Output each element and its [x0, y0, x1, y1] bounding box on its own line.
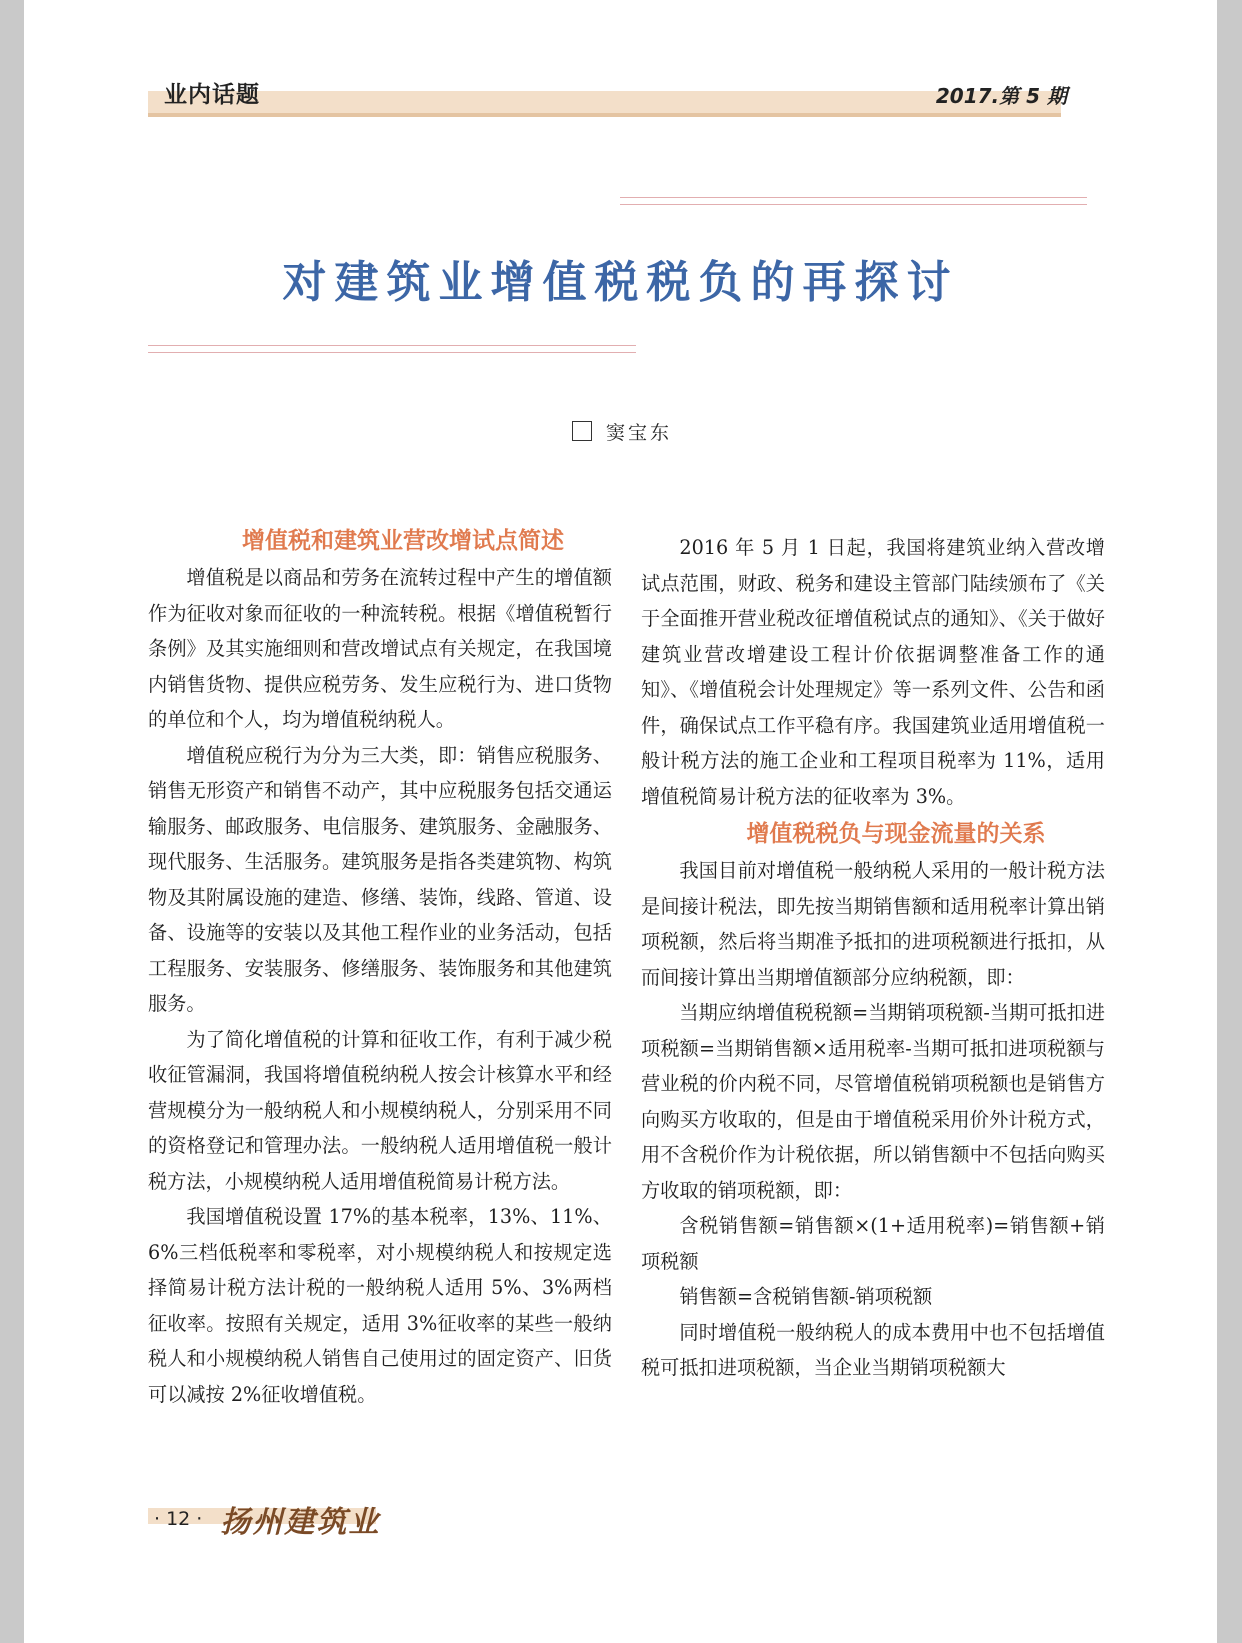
footer — [148, 1497, 380, 1541]
author-name: 窦宝东 — [606, 421, 673, 444]
paragraph: 增值税是以商品和劳务在流转过程中产生的增值额作为征收对象而征收的一种流转税。根据《增值税暂行条例》及其实施细则和营改增试点有关规定，在我国境内销售货物、提供应税劳务、发生应税行为、进口货物的单位和个人，均为增值税纳税人。 — [148, 566, 612, 731]
header-rule — [148, 113, 1061, 117]
paragraph: 2016 年 5 月 1 日起，我国将建筑业纳入营改增试点范围，财政、税务和建设主管部门陆续颁布了《关于全面推开营业税改征增值税试点的通知》、《关于做好建筑业营改增建设工程计价依据调整准备工作的通知》、《增值税会计处理规定》等一系列文件、公告和函件，确保试点工作平稳有序。我国建筑业适用增值税一般计税方法的施工企业和工程项目税率为 11%，适用增值税简易计税方法的征收率为 3%。 — [641, 536, 1105, 808]
section-heading-2: 增值税税负与现金流量的关系 — [746, 821, 1046, 847]
paragraph: 同时增值税一般纳税人的成本费用中也不包括增值税可抵扣进项税额，当企业当期销项税额大 — [641, 1320, 1105, 1379]
title-divider-bottom — [148, 345, 636, 353]
formula-line: 含税销售额=销售额×(1+适用税率)=销售额+销项税额 — [641, 1214, 1105, 1273]
author-box-icon — [572, 421, 592, 441]
section-label: 业内话题 — [164, 82, 260, 108]
title-divider-top — [620, 197, 1087, 205]
article-title: 对建筑业增值税税负的再探讨 — [282, 257, 959, 308]
paragraph: 当期应纳增值税税额=当期销项税额-当期可抵扣进项税额=当期销售额×适用税率-当期可抵扣进项税额与营业税的价内税不同，尽管增值税销项税额也是销售方向购买方收取的，但是由于增值税采用价外计税方式，用不含税价作为计税依据，所以销售额中不包括向购买方收取的销项税额，即： — [641, 1001, 1105, 1202]
header-band — [148, 91, 1061, 115]
page-number: · 12 · — [154, 1508, 203, 1530]
section-heading-1: 增值税和建筑业营改增试点简述 — [242, 528, 564, 554]
paragraph: 增值税应税行为分为三大类，即：销售应税服务、销售无形资产和销售不动产，其中应税服务包括交通运输服务、邮政服务、电信服务、建筑服务、金融服务、现代服务、生活服务。建筑服务是指各类建筑物、构筑物及其附属设施的建造、修缮、装饰，线路、管道、设备、设施等的安装以及其他工程作业的业务活动，包括工程服务、安装服务、修缮服务、装饰服务和其他建筑服务。 — [148, 743, 612, 1015]
left-column — [148, 530, 612, 1412]
paragraph: 我国目前对增值税一般纳税人采用的一般计税方法是间接计税法，即先按当期销售额和适用税率计算出销项税额，然后将当期准予抵扣的进项税额进行抵扣，从而间接计算出当期增值额部分应纳税额，即： — [641, 859, 1105, 989]
right-column — [641, 530, 1105, 1386]
formula-line: 销售额=含税销售额-销项税额 — [679, 1285, 933, 1308]
magazine-logo: 扬州建筑业 — [220, 1505, 381, 1540]
author-row — [572, 418, 672, 444]
document-page — [24, 0, 1217, 1643]
paragraph: 为了简化增值税的计算和征收工作，有利于减少税收征管漏洞，我国将增值税纳税人按会计核算水平和经营规模分为一般纳税人和小规模纳税人，分别采用不同的资格登记和管理办法。一般纳税人适用增值税一般计税方法，小规模纳税人适用增值税简易计税方法。 — [148, 1027, 612, 1193]
issue-label: 2017.第 5 期 — [935, 84, 1067, 108]
paragraph: 我国增值税设置 17%的基本税率，13%、11%、6%三档低税率和零税率，对小规模纳税人和按规定选择简易计税方法计税的一般纳税人适用 5%、3%两档征收率。按照有关规定，适用 3%征收率的某些一般纳税人和小规模纳税人销售自己使用过的固定资产、旧货可以减按 2%征收增值税。 — [148, 1205, 612, 1406]
